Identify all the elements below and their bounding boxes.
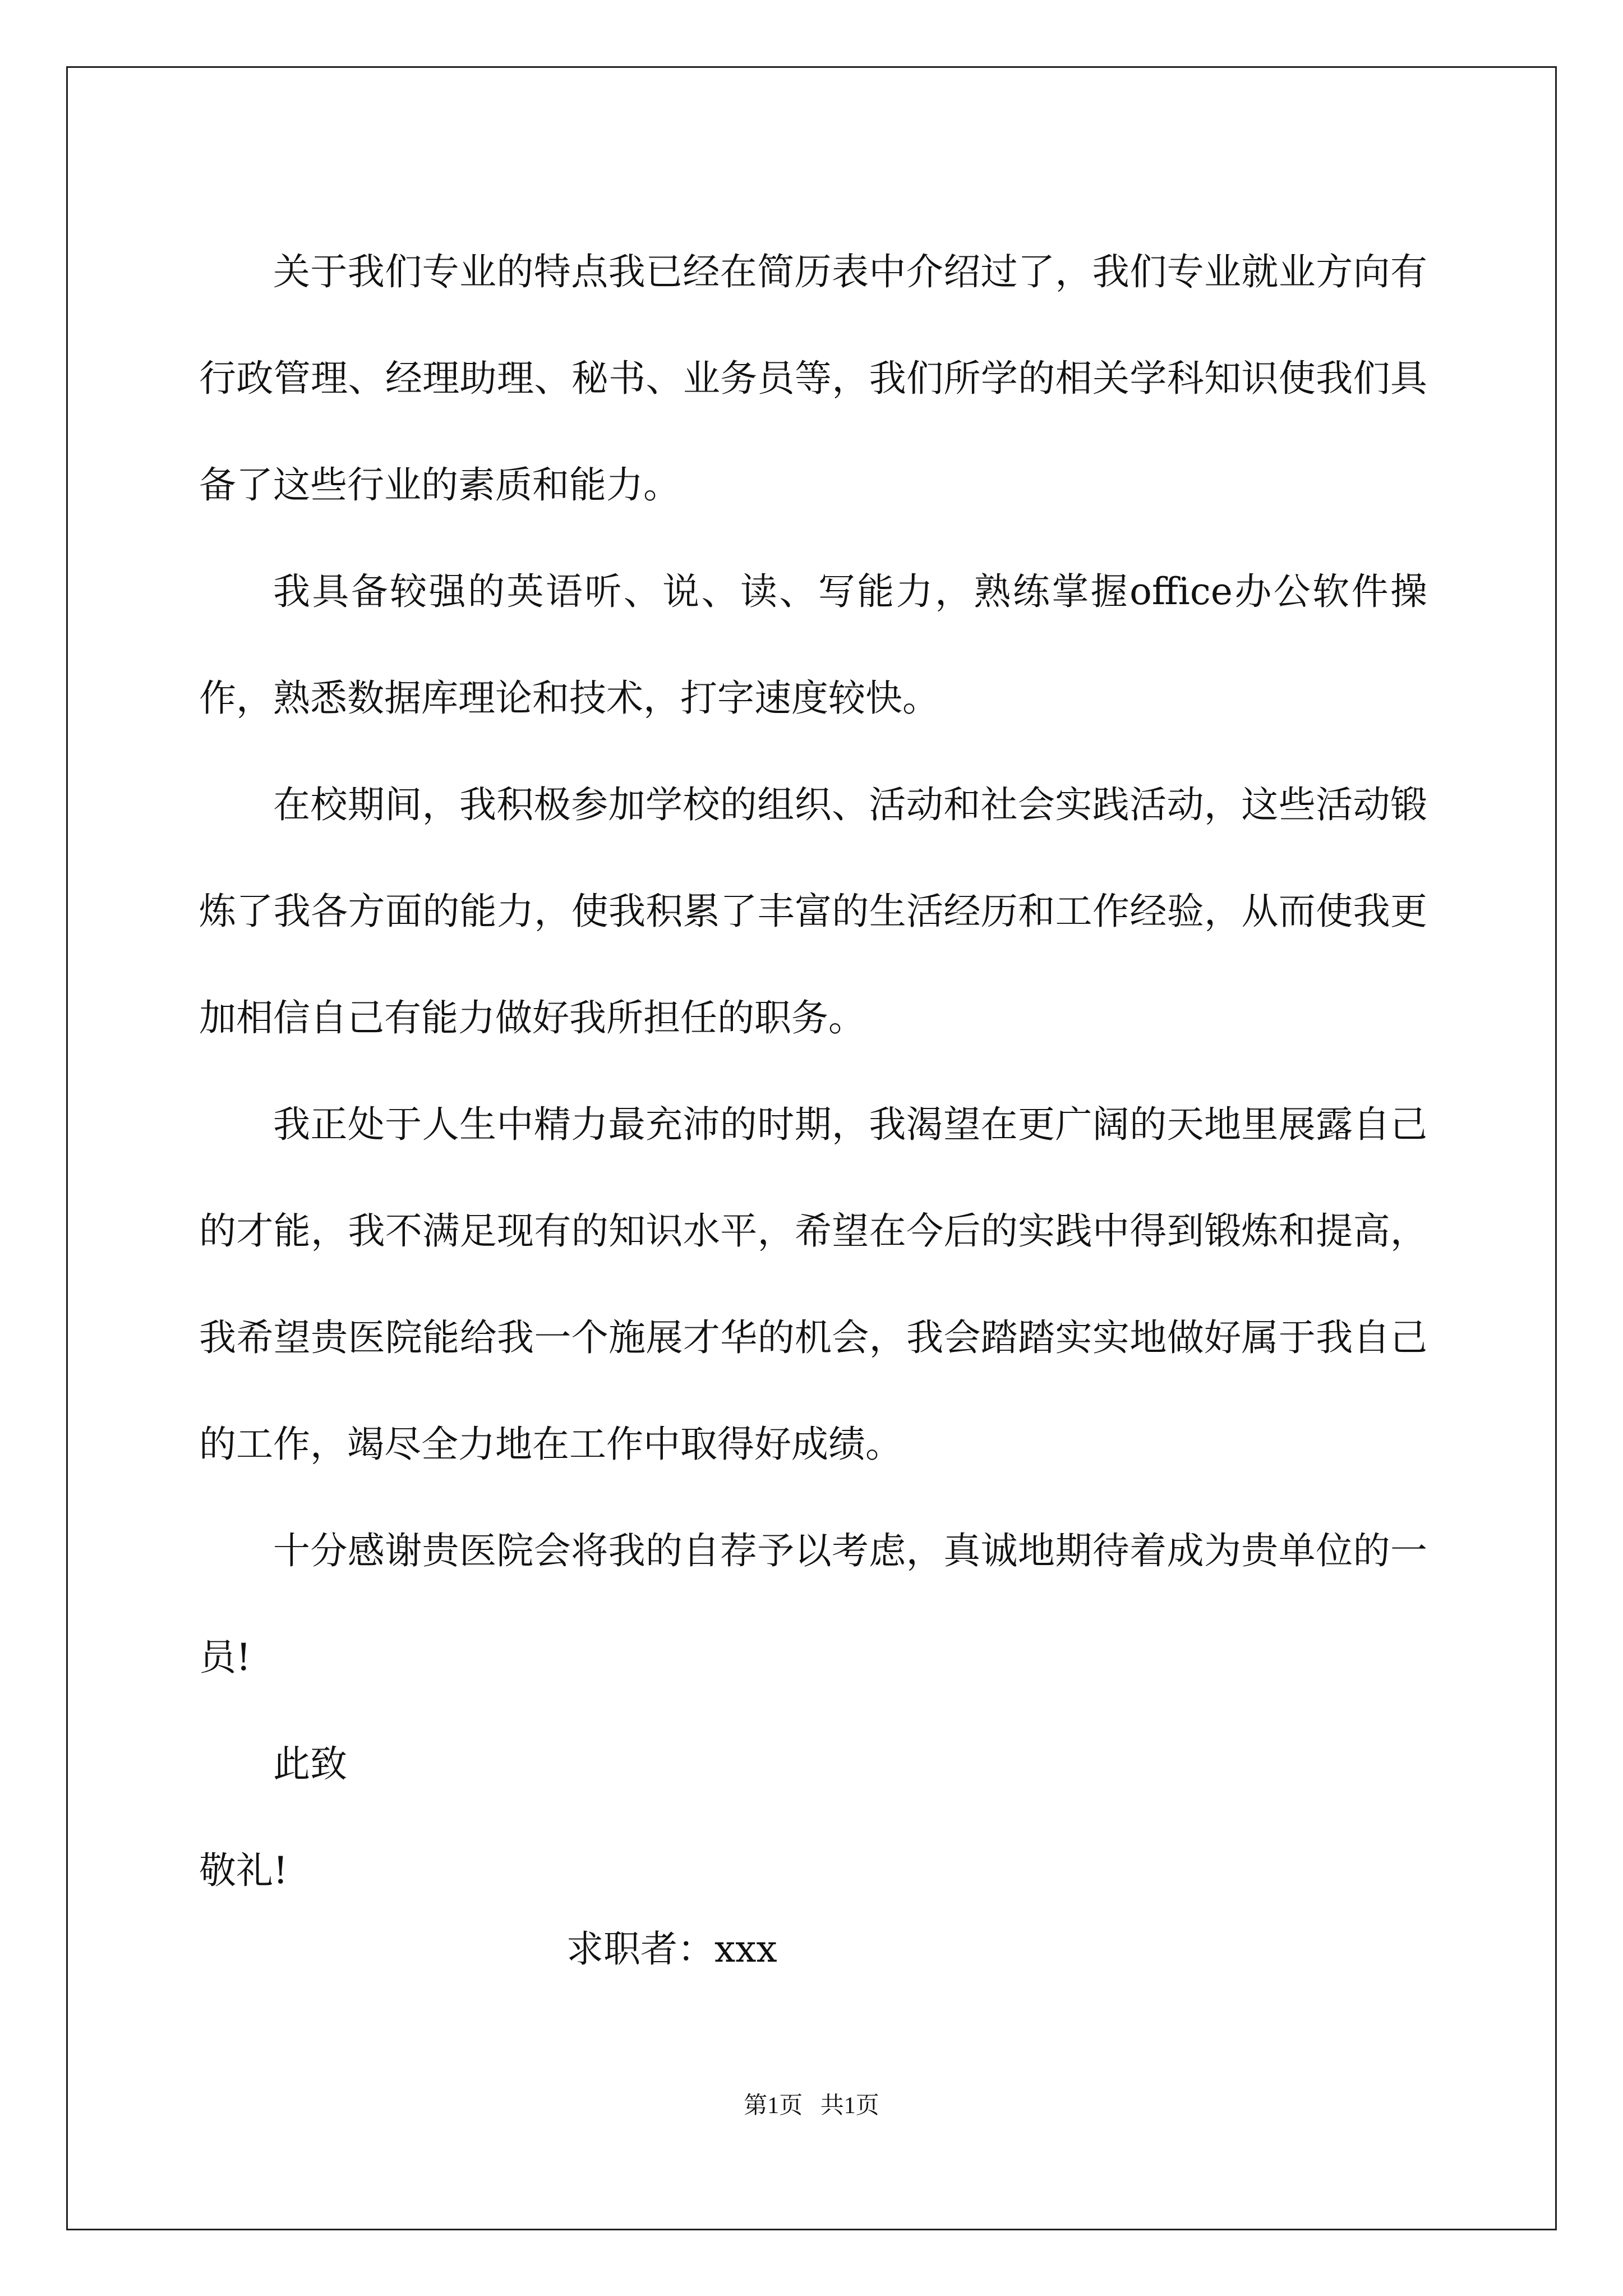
paragraph-aspiration: 我正处于人生中精力最充沛的时期，我渴望在更广阔的天地里展露自己的才能，我不满足现有的知识水平，希望在今后的实践中得到锻炼和提高，我希望贵医院能给我一个施展才华的机会，我会踏踏实实地做好属于我自己的工作，竭尽全力地在工作中取得好成绩。: [199, 1103, 1427, 1466]
signature-line: 求职者：xxx: [566, 1927, 777, 1971]
letter-body: [199, 219, 1427, 1924]
page-footer: 第1页 共1页: [744, 2093, 879, 2119]
paragraph-skills: 我具备较强的英语听、说、读、写能力，熟练掌握office办公软件操作，熟悉数据库理论和技术，打字速度较快。: [199, 570, 1427, 720]
paragraph-major-intro: 关于我们专业的特点我已经在简历表中介绍过了，我们专业就业方向有行政管理、经理助理、秘书、业务员等，我们所学的相关学科知识使我们具备了这些行业的素质和能力。: [199, 250, 1427, 507]
paragraph-thanks: 十分感谢贵医院会将我的自荐予以考虑，真诚地期待着成为贵单位的一员!: [199, 1529, 1427, 1679]
paragraph-campus-activities: 在校期间，我积极参加学校的组织、活动和社会实践活动，这些活动锻炼了我各方面的能力，使我积累了丰富的生活经历和工作经验，从而使我更加相信自己有能力做好我所担任的职务。: [199, 783, 1427, 1039]
salutation-line: 敬礼!: [199, 1849, 288, 1892]
closing-line: 此致: [273, 1742, 347, 1786]
